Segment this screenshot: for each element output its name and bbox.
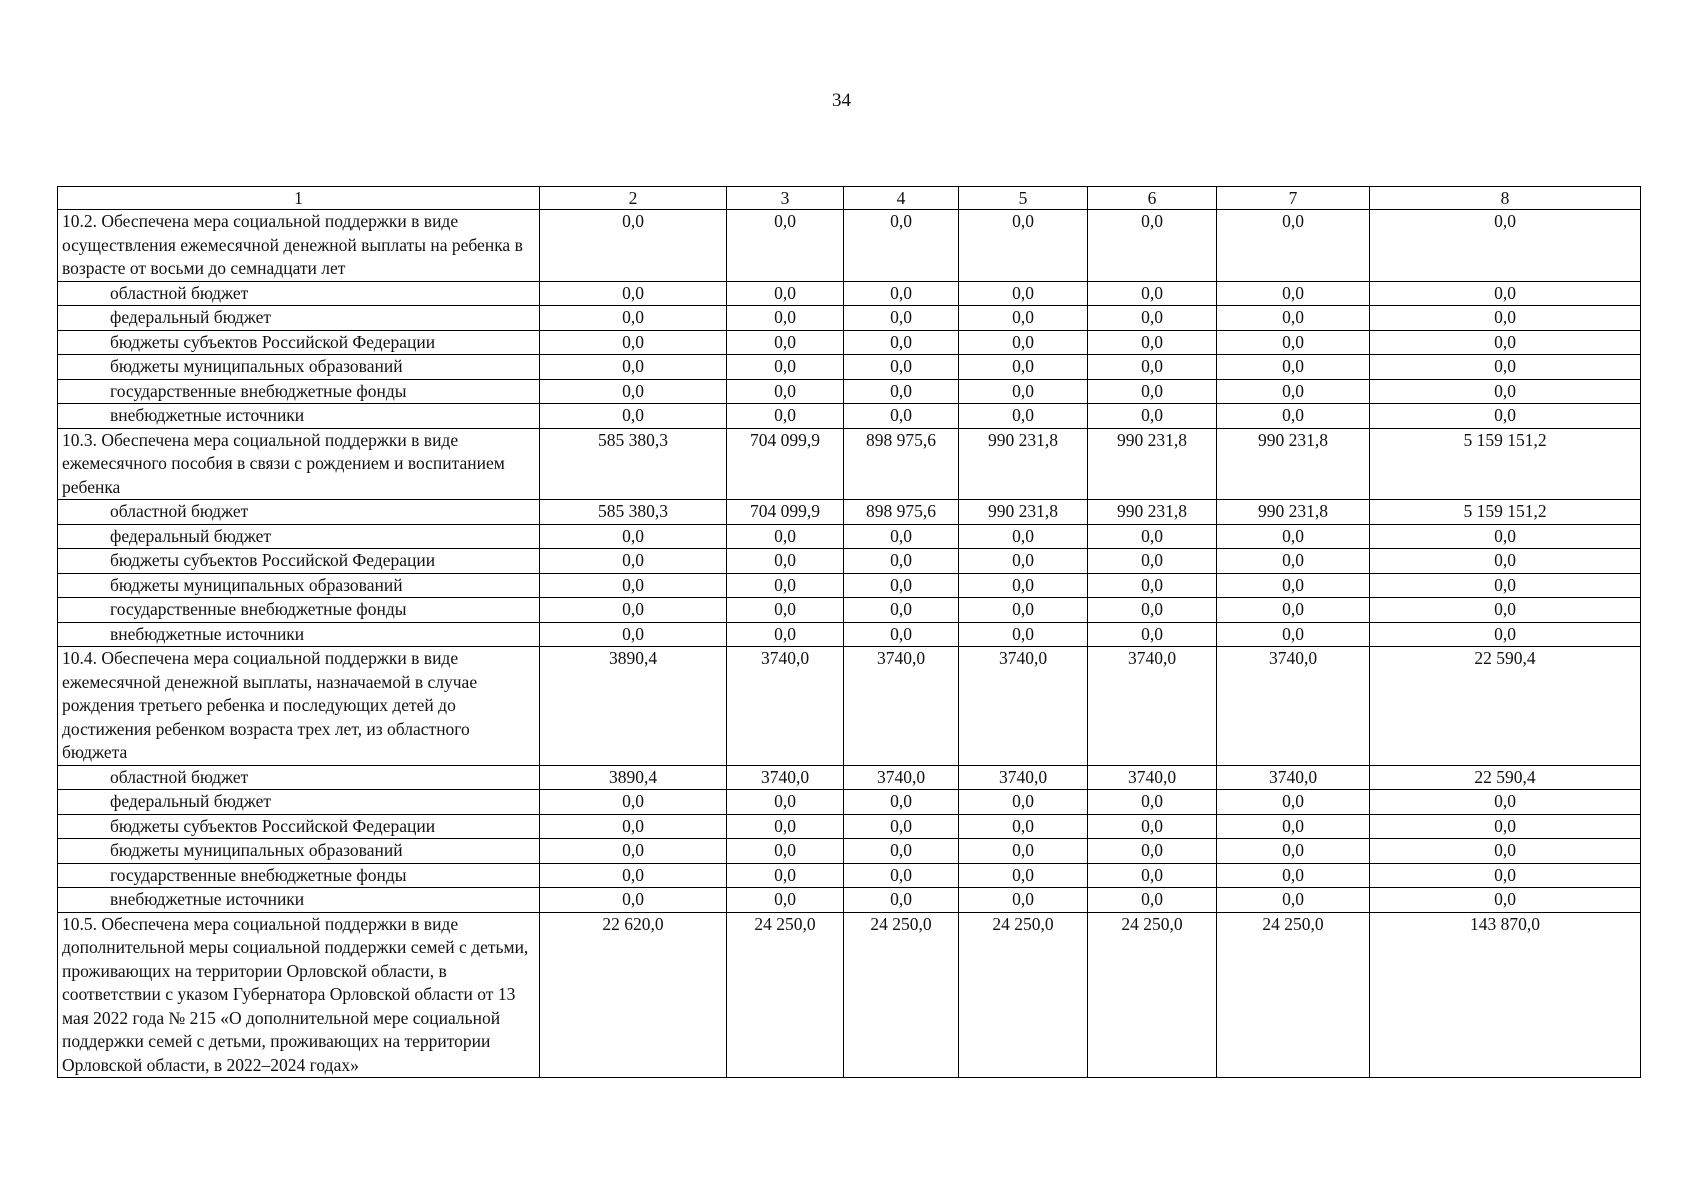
funding-source-label: бюджеты муниципальных образований — [58, 839, 540, 864]
value-cell: 0,0 — [1088, 863, 1217, 888]
funding-source-label: областной бюджет — [58, 500, 540, 525]
table-row-source — [58, 839, 1641, 864]
value-cell: 0,0 — [727, 330, 844, 355]
value-cell: 0,0 — [1217, 863, 1370, 888]
value-cell: 0,0 — [1370, 306, 1641, 331]
value-cell: 0,0 — [540, 330, 727, 355]
value-cell: 3740,0 — [1217, 647, 1370, 766]
funding-source-label: бюджеты муниципальных образований — [58, 355, 540, 380]
value-cell: 0,0 — [1088, 330, 1217, 355]
value-cell: 3740,0 — [959, 765, 1088, 790]
value-cell: 143 870,0 — [1370, 912, 1641, 1078]
table-row-source — [58, 404, 1641, 429]
value-cell: 3890,4 — [540, 647, 727, 766]
value-cell: 3740,0 — [1088, 647, 1217, 766]
value-cell: 0,0 — [727, 839, 844, 864]
funding-source-label: внебюджетные источники — [58, 622, 540, 647]
value-cell: 0,0 — [959, 379, 1088, 404]
column-number-cell: 8 — [1370, 187, 1641, 210]
value-cell: 0,0 — [959, 814, 1088, 839]
funding-source-label: бюджеты субъектов Российской Федерации — [58, 549, 540, 574]
value-cell: 0,0 — [1217, 355, 1370, 380]
value-cell: 3740,0 — [727, 765, 844, 790]
value-cell: 704 099,9 — [727, 500, 844, 525]
value-cell: 0,0 — [959, 281, 1088, 306]
funding-source-label: государственные внебюджетные фонды — [58, 379, 540, 404]
value-cell: 0,0 — [959, 790, 1088, 815]
value-cell: 0,0 — [1088, 281, 1217, 306]
value-cell: 0,0 — [540, 549, 727, 574]
value-cell: 0,0 — [540, 790, 727, 815]
table-row-source — [58, 598, 1641, 623]
value-cell: 0,0 — [1217, 888, 1370, 913]
value-cell: 0,0 — [1088, 355, 1217, 380]
value-cell: 0,0 — [1217, 379, 1370, 404]
value-cell: 0,0 — [540, 355, 727, 380]
value-cell: 22 620,0 — [540, 912, 727, 1078]
value-cell: 0,0 — [959, 330, 1088, 355]
value-cell: 0,0 — [727, 210, 844, 282]
value-cell: 0,0 — [959, 355, 1088, 380]
table-row-source — [58, 573, 1641, 598]
value-cell: 5 159 151,2 — [1370, 428, 1641, 500]
value-cell: 0,0 — [1088, 210, 1217, 282]
value-cell: 0,0 — [727, 379, 844, 404]
table-row-source — [58, 379, 1641, 404]
value-cell: 0,0 — [844, 863, 959, 888]
value-cell: 0,0 — [1370, 863, 1641, 888]
value-cell: 0,0 — [1088, 598, 1217, 623]
page-number: 34 — [832, 90, 851, 111]
value-cell: 0,0 — [1088, 814, 1217, 839]
funding-source-label: федеральный бюджет — [58, 524, 540, 549]
value-cell: 0,0 — [959, 598, 1088, 623]
value-cell: 0,0 — [844, 888, 959, 913]
column-number-cell: 1 — [58, 187, 540, 210]
value-cell: 0,0 — [1088, 306, 1217, 331]
value-cell: 0,0 — [1217, 404, 1370, 429]
value-cell: 0,0 — [540, 281, 727, 306]
funding-source-label: областной бюджет — [58, 281, 540, 306]
value-cell: 0,0 — [1217, 790, 1370, 815]
funding-source-label: бюджеты субъектов Российской Федерации — [58, 814, 540, 839]
value-cell: 0,0 — [727, 598, 844, 623]
table-row-measure — [58, 210, 1641, 282]
value-cell: 0,0 — [844, 549, 959, 574]
value-cell: 0,0 — [1217, 306, 1370, 331]
value-cell: 3740,0 — [1217, 765, 1370, 790]
value-cell: 0,0 — [1088, 549, 1217, 574]
table-row-source — [58, 888, 1641, 913]
value-cell: 898 975,6 — [844, 428, 959, 500]
table-row-source — [58, 355, 1641, 380]
value-cell: 3890,4 — [540, 765, 727, 790]
column-number-row — [58, 187, 1641, 210]
value-cell: 0,0 — [727, 888, 844, 913]
value-cell: 0,0 — [1370, 888, 1641, 913]
value-cell: 0,0 — [1217, 549, 1370, 574]
value-cell: 0,0 — [1088, 573, 1217, 598]
table-row-source — [58, 765, 1641, 790]
value-cell: 0,0 — [959, 404, 1088, 429]
value-cell: 3740,0 — [844, 765, 959, 790]
value-cell: 0,0 — [844, 379, 959, 404]
value-cell: 0,0 — [1088, 839, 1217, 864]
value-cell: 704 099,9 — [727, 428, 844, 500]
value-cell: 0,0 — [540, 622, 727, 647]
funding-source-label: государственные внебюджетные фонды — [58, 863, 540, 888]
value-cell: 0,0 — [1370, 281, 1641, 306]
value-cell: 22 590,4 — [1370, 647, 1641, 766]
value-cell: 990 231,8 — [1217, 500, 1370, 525]
budget-table — [57, 186, 1641, 1078]
value-cell: 0,0 — [1088, 790, 1217, 815]
value-cell: 0,0 — [844, 814, 959, 839]
funding-source-label: внебюджетные источники — [58, 404, 540, 429]
funding-source-label: федеральный бюджет — [58, 306, 540, 331]
value-cell: 0,0 — [1370, 839, 1641, 864]
funding-source-label: областной бюджет — [58, 765, 540, 790]
value-cell: 0,0 — [844, 404, 959, 429]
value-cell: 0,0 — [1370, 404, 1641, 429]
value-cell: 0,0 — [1370, 573, 1641, 598]
value-cell: 0,0 — [540, 839, 727, 864]
value-cell: 0,0 — [727, 573, 844, 598]
value-cell: 0,0 — [727, 814, 844, 839]
column-number-cell: 7 — [1217, 187, 1370, 210]
measure-label: 10.2. Обеспечена мера социальной поддержки в виде осуществления ежемесячной денежной выплаты на ребенка в возрасте от восьми до семнадцати лет — [58, 210, 540, 282]
table-row-measure — [58, 912, 1641, 1078]
value-cell: 24 250,0 — [1088, 912, 1217, 1078]
value-cell: 0,0 — [1370, 598, 1641, 623]
value-cell: 0,0 — [844, 524, 959, 549]
value-cell: 0,0 — [1370, 622, 1641, 647]
value-cell: 0,0 — [1217, 814, 1370, 839]
value-cell: 0,0 — [1370, 330, 1641, 355]
value-cell: 0,0 — [959, 549, 1088, 574]
column-number-cell: 2 — [540, 187, 727, 210]
value-cell: 0,0 — [959, 622, 1088, 647]
column-number-cell: 3 — [727, 187, 844, 210]
value-cell: 0,0 — [540, 863, 727, 888]
column-number-cell: 5 — [959, 187, 1088, 210]
value-cell: 0,0 — [727, 404, 844, 429]
value-cell: 22 590,4 — [1370, 765, 1641, 790]
value-cell: 24 250,0 — [844, 912, 959, 1078]
funding-source-label: государственные внебюджетные фонды — [58, 598, 540, 623]
value-cell: 0,0 — [1370, 524, 1641, 549]
funding-source-label: федеральный бюджет — [58, 790, 540, 815]
value-cell: 0,0 — [959, 888, 1088, 913]
value-cell: 0,0 — [1217, 281, 1370, 306]
value-cell: 0,0 — [1217, 598, 1370, 623]
value-cell: 0,0 — [1217, 839, 1370, 864]
value-cell: 24 250,0 — [959, 912, 1088, 1078]
table-row-source — [58, 330, 1641, 355]
value-cell: 3740,0 — [959, 647, 1088, 766]
measure-label: 10.4. Обеспечена мера социальной поддержки в виде ежемесячной денежной выплаты, назначаемой в случае рождения третьего ребенка и последующих детей до достижения ребенком возраста трех лет, из областного бюджета — [58, 647, 540, 766]
value-cell: 0,0 — [959, 573, 1088, 598]
value-cell: 0,0 — [727, 306, 844, 331]
value-cell: 0,0 — [844, 330, 959, 355]
measure-label: 10.5. Обеспечена мера социальной поддержки в виде дополнительной меры социальной поддержки семей с детьми, проживающих на территории Орловской области, в соответствии с указом Губернатора Орловской области от 13 мая 2022 года № 215 «О дополнительной мере социальной поддержки семей с детьми, проживающих на территории Орловской области, в 2022–2024 годах» — [58, 912, 540, 1078]
value-cell: 0,0 — [1217, 573, 1370, 598]
value-cell: 0,0 — [844, 839, 959, 864]
value-cell: 0,0 — [540, 404, 727, 429]
value-cell: 24 250,0 — [727, 912, 844, 1078]
value-cell: 0,0 — [540, 573, 727, 598]
value-cell: 585 380,3 — [540, 428, 727, 500]
column-number-cell: 4 — [844, 187, 959, 210]
table-row-source — [58, 524, 1641, 549]
table-row-measure — [58, 647, 1641, 766]
table-row-source — [58, 549, 1641, 574]
value-cell: 0,0 — [1370, 790, 1641, 815]
table-row-source — [58, 306, 1641, 331]
value-cell: 0,0 — [844, 355, 959, 380]
table-row-source — [58, 281, 1641, 306]
value-cell: 0,0 — [959, 839, 1088, 864]
value-cell: 0,0 — [540, 598, 727, 623]
value-cell: 0,0 — [844, 573, 959, 598]
funding-source-label: внебюджетные источники — [58, 888, 540, 913]
table-row-source — [58, 500, 1641, 525]
value-cell: 24 250,0 — [1217, 912, 1370, 1078]
value-cell: 0,0 — [844, 598, 959, 623]
value-cell: 0,0 — [727, 622, 844, 647]
value-cell: 0,0 — [1217, 524, 1370, 549]
value-cell: 0,0 — [959, 306, 1088, 331]
value-cell: 0,0 — [1088, 622, 1217, 647]
value-cell: 0,0 — [727, 281, 844, 306]
value-cell: 990 231,8 — [1088, 500, 1217, 525]
funding-source-label: бюджеты субъектов Российской Федерации — [58, 330, 540, 355]
value-cell: 0,0 — [1370, 355, 1641, 380]
value-cell: 0,0 — [727, 549, 844, 574]
value-cell: 990 231,8 — [959, 428, 1088, 500]
column-number-cell: 6 — [1088, 187, 1217, 210]
value-cell: 0,0 — [727, 524, 844, 549]
value-cell: 3740,0 — [1088, 765, 1217, 790]
value-cell: 0,0 — [727, 355, 844, 380]
value-cell: 0,0 — [1088, 404, 1217, 429]
value-cell: 0,0 — [1217, 622, 1370, 647]
value-cell: 0,0 — [1088, 888, 1217, 913]
value-cell: 3740,0 — [727, 647, 844, 766]
value-cell: 0,0 — [540, 379, 727, 404]
table-row-source — [58, 790, 1641, 815]
value-cell: 5 159 151,2 — [1370, 500, 1641, 525]
value-cell: 0,0 — [1370, 379, 1641, 404]
value-cell: 0,0 — [959, 210, 1088, 282]
funding-source-label: бюджеты муниципальных образований — [58, 573, 540, 598]
value-cell: 0,0 — [844, 210, 959, 282]
value-cell: 0,0 — [540, 888, 727, 913]
value-cell: 0,0 — [540, 210, 727, 282]
value-cell: 585 380,3 — [540, 500, 727, 525]
value-cell: 0,0 — [844, 281, 959, 306]
value-cell: 990 231,8 — [1088, 428, 1217, 500]
value-cell: 0,0 — [540, 524, 727, 549]
value-cell: 0,0 — [1217, 210, 1370, 282]
value-cell: 0,0 — [1217, 330, 1370, 355]
value-cell: 0,0 — [540, 814, 727, 839]
value-cell: 0,0 — [844, 622, 959, 647]
value-cell: 0,0 — [727, 863, 844, 888]
value-cell: 0,0 — [844, 306, 959, 331]
value-cell: 0,0 — [1370, 814, 1641, 839]
value-cell: 0,0 — [1370, 210, 1641, 282]
table-row-source — [58, 814, 1641, 839]
value-cell: 898 975,6 — [844, 500, 959, 525]
table-row-source — [58, 622, 1641, 647]
value-cell: 3740,0 — [844, 647, 959, 766]
table-row-measure — [58, 428, 1641, 500]
table-row-source — [58, 863, 1641, 888]
value-cell: 0,0 — [1370, 549, 1641, 574]
value-cell: 0,0 — [959, 524, 1088, 549]
measure-label: 10.3. Обеспечена мера социальной поддержки в виде ежемесячного пособия в связи с рождением и воспитанием ребенка — [58, 428, 540, 500]
value-cell: 0,0 — [844, 790, 959, 815]
value-cell: 990 231,8 — [959, 500, 1088, 525]
value-cell: 990 231,8 — [1217, 428, 1370, 500]
value-cell: 0,0 — [727, 790, 844, 815]
value-cell: 0,0 — [540, 306, 727, 331]
value-cell: 0,0 — [959, 863, 1088, 888]
value-cell: 0,0 — [1088, 524, 1217, 549]
value-cell: 0,0 — [1088, 379, 1217, 404]
